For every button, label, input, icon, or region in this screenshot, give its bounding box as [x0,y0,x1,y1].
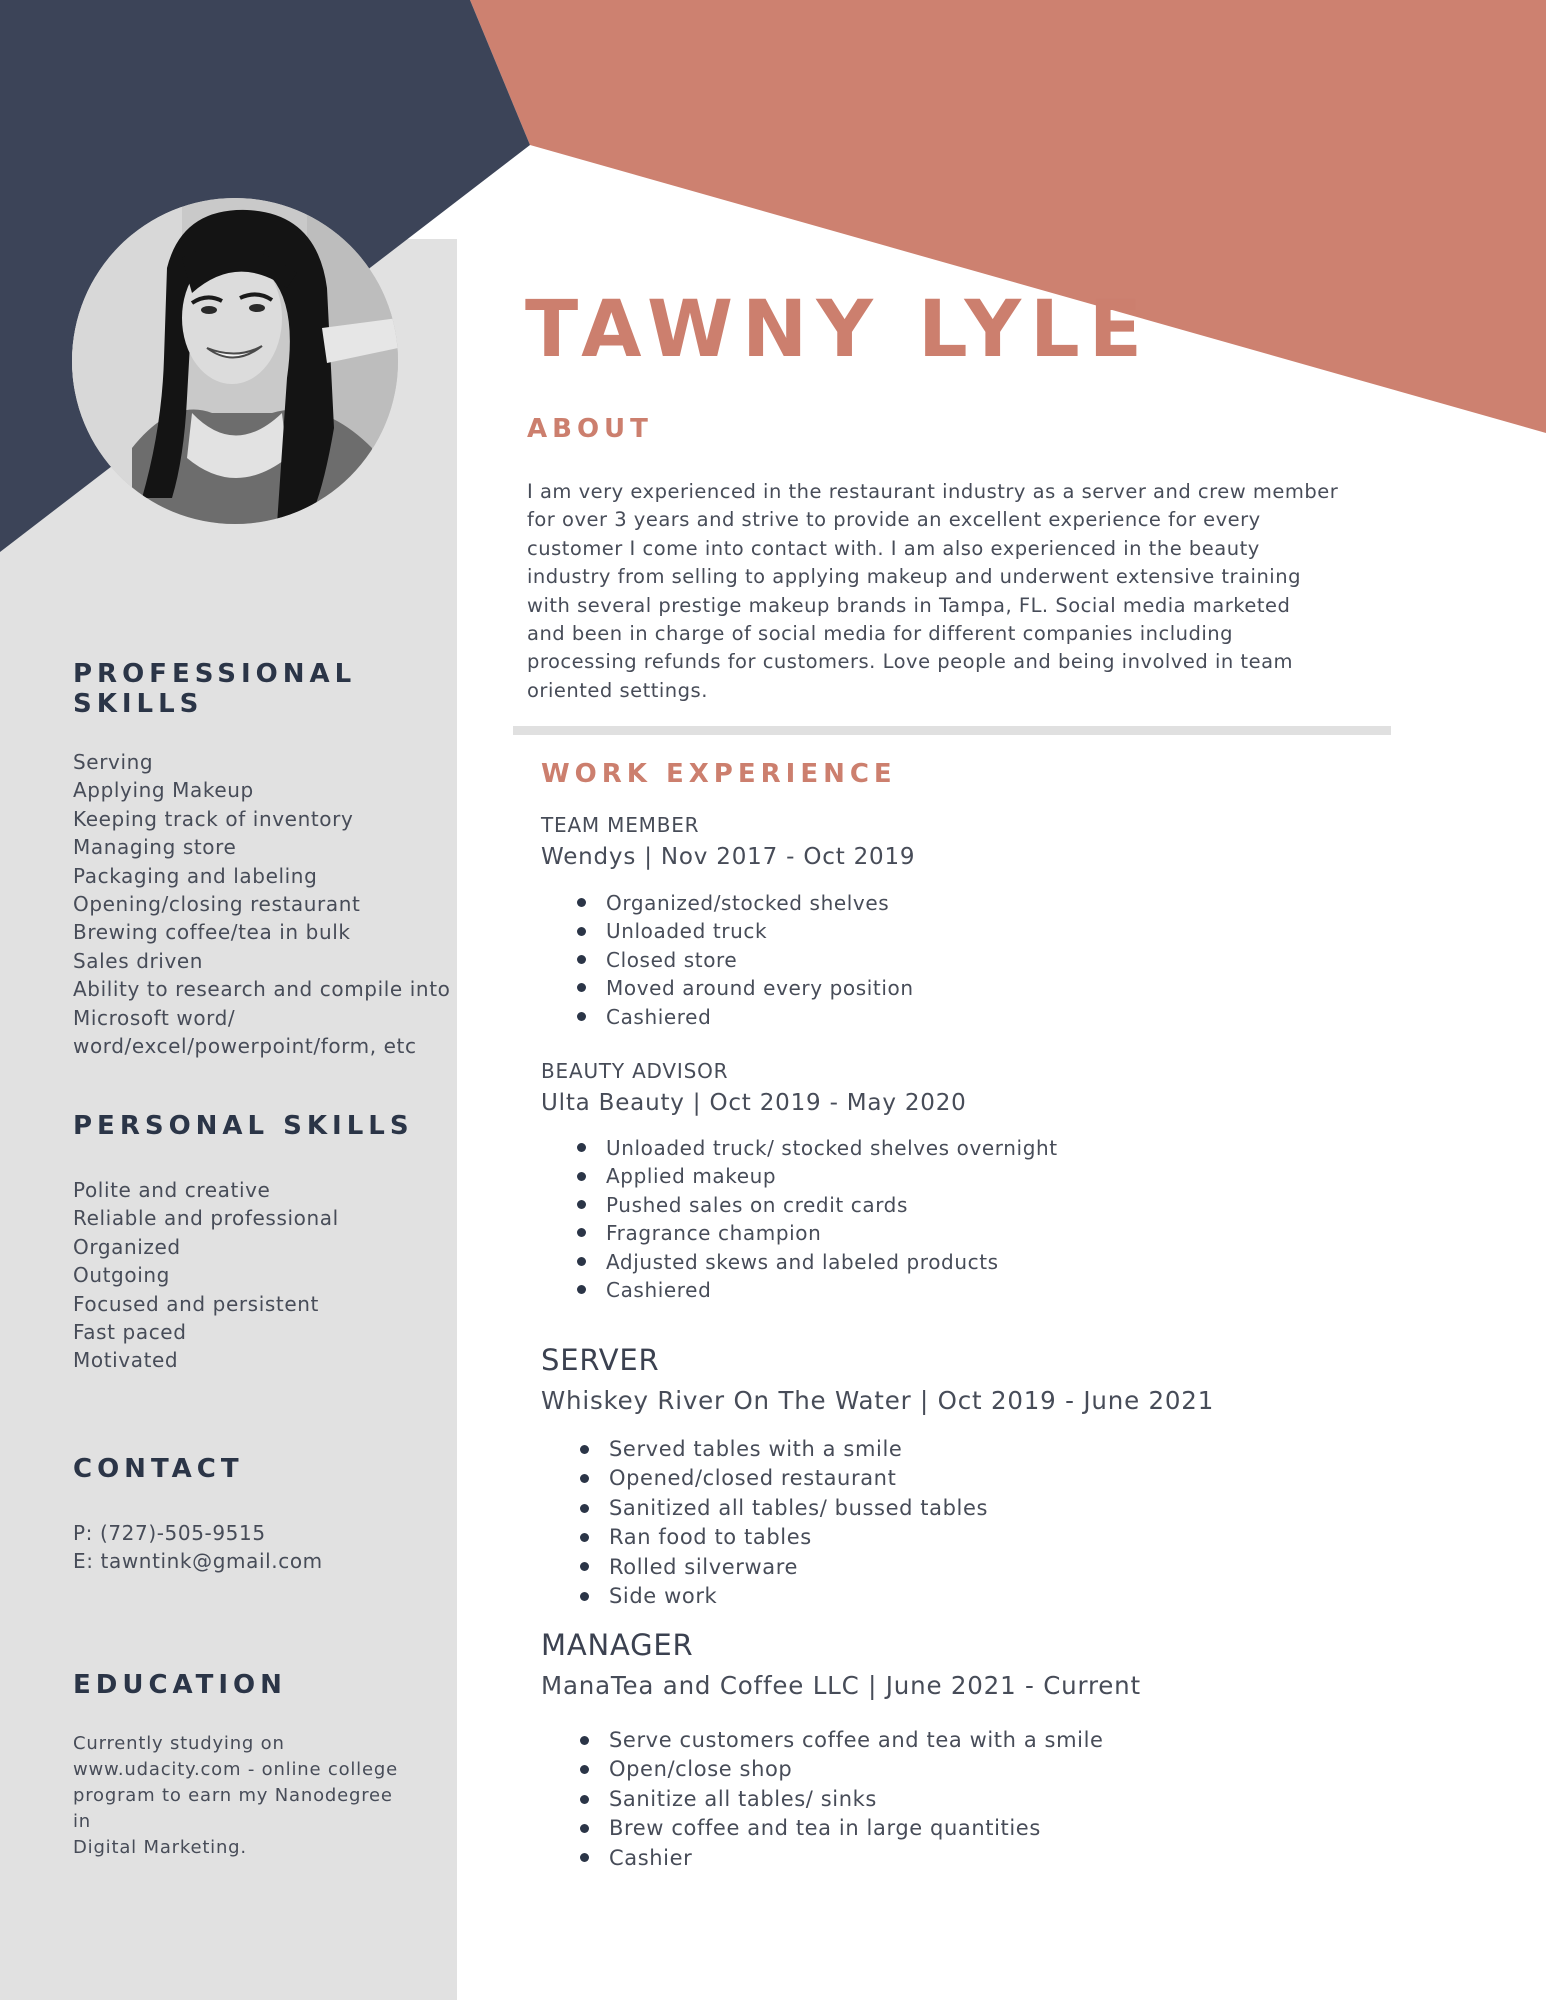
professional-skills-heading [73,659,433,719]
list-item: Pushed sales on credit cards [606,1191,1366,1219]
list-item: Applied makeup [606,1162,1366,1190]
list-item: Served tables with a smile [609,1435,1369,1464]
list-item: Microsoft word/ [73,1005,236,1030]
list-item: Fragrance champion [606,1219,1366,1247]
list-item: Rolled silverware [609,1553,1369,1582]
list-item: Serving [73,750,154,774]
about-line: for over 3 years and strive to provide an excellent experience for every [527,508,1261,532]
list-item: word/excel/powerpoint/form, etc [73,1034,417,1059]
about-line: I am very experienced in the restaurant industry as a server and crew member [527,480,1339,503]
list-item: Organized/stocked shelves [606,889,1366,917]
list-item: Keeping track of inventory [73,806,354,831]
personal-skills-heading: PERSONAL SKILLS [73,1111,414,1141]
list-item: Reliable and professional [73,1206,339,1231]
list-item: Cashier [609,1844,1369,1873]
list-item: Sanitized all tables/ bussed tables [609,1494,1369,1523]
job-company: Whiskey River On The Water | Oct 2019 - June 2021 [541,1386,1215,1415]
about-line: and been in charge of social media for different companies including [527,622,1234,646]
education-heading: EDUCATION [73,1670,287,1700]
education-line: www.udacity.com - online college [73,1759,398,1780]
section-divider [513,726,1391,735]
list-item: Sales driven [73,948,204,973]
contact-info [73,1519,453,1576]
list-item: Side work [609,1582,1369,1611]
job-duties [606,1435,1366,1611]
about-line: customer I come into contact with. I am also experienced in the beauty [527,536,1260,560]
about-text [527,478,1347,705]
education-text [73,1731,413,1861]
list-item: Open/close shop [609,1755,1369,1784]
list-item: Brew coffee and tea in large quantities [609,1814,1369,1843]
education-line: Digital Marketing. [73,1837,247,1858]
job-title: SERVER [541,1343,660,1377]
about-line: with several prestige makeup brands in Tampa, FL. Social media marketed [527,593,1291,617]
list-item: Polite and creative [73,1178,271,1202]
job-duties [606,1726,1366,1873]
list-item: Ability to research and compile into [73,977,451,1002]
contact-email: E: tawntink@gmail.com [73,1549,323,1574]
list-item: Cashiered [606,1003,1366,1031]
list-item: Outgoing [73,1263,170,1288]
candidate-name: TAWNY LYLE [525,285,1151,375]
list-item: Managing store [73,835,237,860]
list-item: Ran food to tables [609,1523,1369,1552]
job-title: BEAUTY ADVISOR [541,1059,729,1083]
personal-skills-list [73,1176,453,1375]
contact-phone: P: (727)-505-9515 [73,1521,266,1545]
about-line: industry from selling to applying makeup and underwent extensive training [527,565,1301,589]
education-line: program to earn my Nanodegree in [73,1785,393,1832]
job-duties [606,889,1366,1031]
list-item: Brewing coffee/tea in bulk [73,920,351,945]
list-item: Organized [73,1234,181,1259]
job-title: MANAGER [541,1628,694,1662]
list-item: Closed store [606,946,1366,974]
work-experience-heading: WORK EXPERIENCE [541,759,897,789]
job-title: TEAM MEMBER [541,813,700,837]
list-item: Adjusted skews and labeled products [606,1248,1366,1276]
about-line: processing refunds for customers. Love people and being involved in team [527,650,1294,674]
list-item: Focused and persistent [73,1291,319,1316]
job-company: Wendys | Nov 2017 - Oct 2019 [541,844,916,870]
job-duties [606,1134,1366,1304]
professional-skills-heading-line1: PROFESSIONAL [73,659,357,689]
list-item: Cashiered [606,1276,1366,1304]
list-item: Packaging and labeling [73,863,318,888]
list-item: Applying Makeup [73,778,254,803]
list-item: Opening/closing restaurant [73,892,361,917]
professional-skills-heading-line2: SKILLS [73,689,204,719]
list-item: Motivated [73,1348,179,1373]
profile-photo [72,198,398,524]
about-line: oriented settings. [527,678,708,702]
education-line: Currently studying on [73,1733,285,1754]
contact-heading: CONTACT [73,1454,244,1484]
about-heading: ABOUT [527,414,653,444]
job-company: Ulta Beauty | Oct 2019 - May 2020 [541,1090,967,1116]
list-item: Unloaded truck/ stocked shelves overnight [606,1134,1366,1162]
profile-photo-illustration [72,198,398,524]
list-item: Unloaded truck [606,917,1366,945]
list-item: Opened/closed restaurant [609,1464,1369,1493]
list-item: Moved around every position [606,974,1366,1002]
job-company: ManaTea and Coffee LLC | June 2021 - Current [541,1671,1141,1700]
list-item: Sanitize all tables/ sinks [609,1785,1369,1814]
professional-skills-list [73,748,453,1060]
list-item: Fast paced [73,1320,187,1345]
list-item: Serve customers coffee and tea with a smile [609,1726,1369,1755]
